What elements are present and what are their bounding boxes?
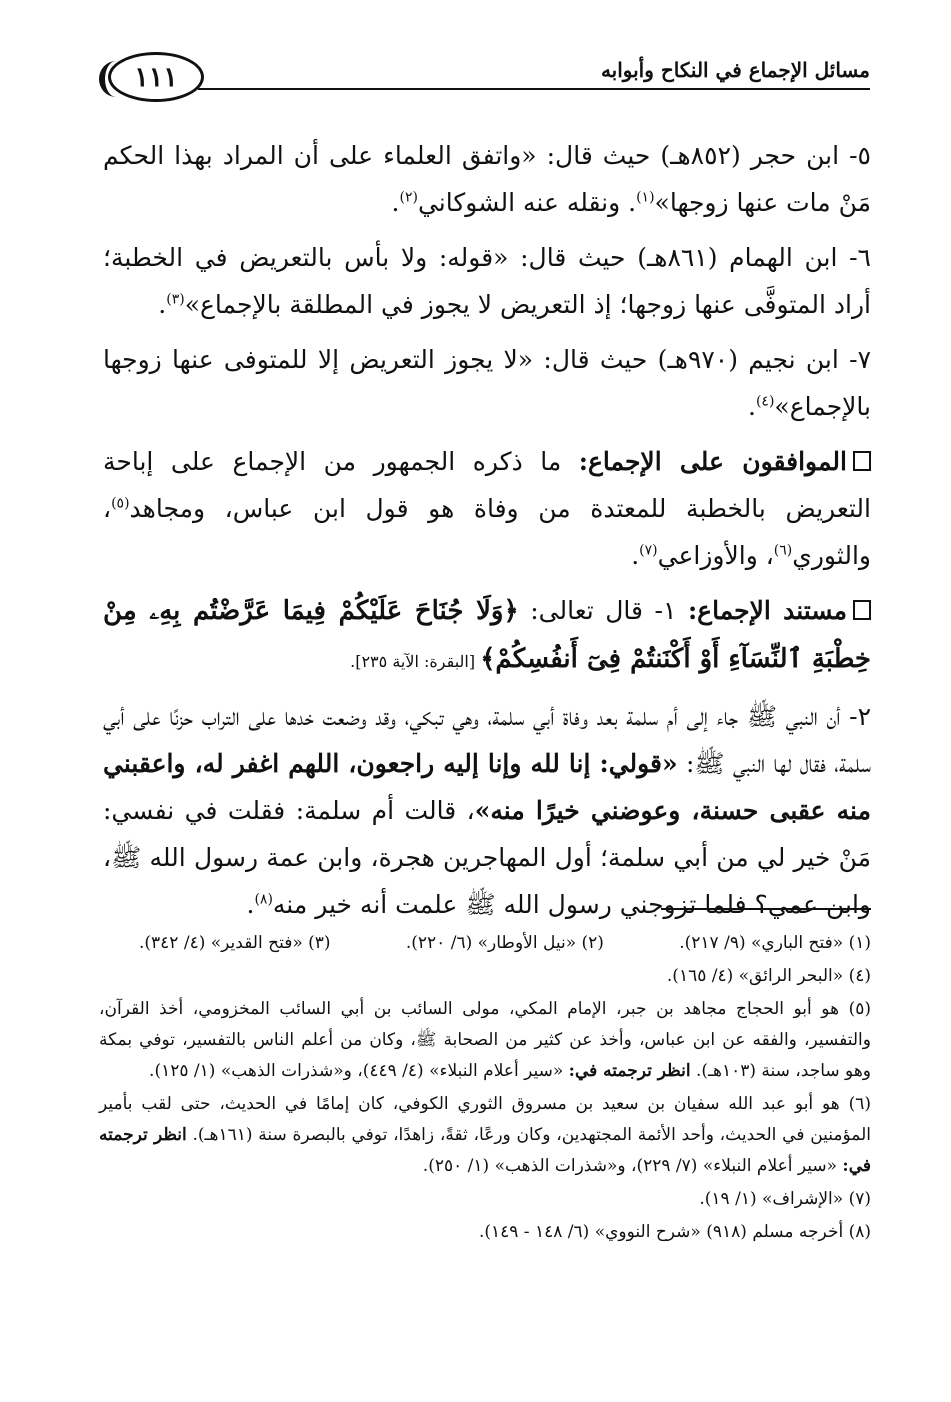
footnote-separator xyxy=(661,908,871,910)
footnote-8: (٨) أخرجه مسلم (٩١٨) «شرح النووي» (٦/ ١٤٨ - ١٤٩). xyxy=(478,1222,871,1242)
text: (٥) هو أبو الحجاج مجاهد بن جبر، الإمام المكي، مولى السائب بن أبي السائب المخزومي، أخذ القرآن، والتفسير، والفقه عن ابن عباس، وأخذ عن كثير من الصحابة ﷺ، وكان من أعلم الناس بالتفسير، توفي بمكة وهو ساجد، سنة (١٠٣هـ). xyxy=(99,999,871,1081)
text: ما ذكره الجمهور من الإجماع على إباحة التعريض بالخطبة للمعتدة من وفاة هو قول ابن عباس، ومجاهد xyxy=(103,447,871,523)
text: . xyxy=(748,392,756,421)
footnote-ref[interactable]: (٥) xyxy=(111,495,130,512)
quran-verse: ﴿وَلَا جُنَاحَ عَلَيْكُمْ فِيمَا عَرَّضْتُم بِهِۦ مِنْ خِطْبَةِ ٱلنِّسَآءِ أَوْ أَكْنَنتُمْ فِىٓ أَنفُسِكُمْ﴾ xyxy=(103,596,871,674)
text: ، قالت أم سلمة: فقلت في نفسي: مَنْ خير لي من أبي سلمة؛ أول المهاجرين هجرة، وابن عمة رسول الله ﷺ، وابن عمي؟ فلما تزوجني رسول الله ﷺ علمت أنه خير منه xyxy=(103,796,871,919)
verse-reference: [البقرة: الآية ٢٣٥]. xyxy=(350,652,481,671)
footnote-ref[interactable]: (٨) xyxy=(254,891,273,908)
square-bullet-icon xyxy=(853,451,871,471)
see-biography-label: انظر ترجمته في: xyxy=(568,1061,691,1081)
page-number: ١١١ xyxy=(108,52,204,102)
paragraph-7 xyxy=(103,336,871,430)
header-rule xyxy=(198,88,870,90)
running-title: مسائل الإجماع في النكاح وأبوابه xyxy=(600,58,870,82)
footnote-2: (٢) «نيل الأوطار» (٦/ ٢٢٠). xyxy=(405,933,604,953)
footnotes xyxy=(99,928,871,1250)
text: . xyxy=(158,290,167,319)
main-text xyxy=(103,132,871,936)
footnote-ref[interactable]: (١) xyxy=(636,189,655,206)
text: . xyxy=(391,188,400,217)
footnote-ref[interactable]: (٦) xyxy=(773,542,793,559)
text: ٥- ابن حجر (٨٥٢هـ) حيث قال: «واتفق العلماء على أن المراد بهذا الحكم مَنْ مات عنها زوجها» xyxy=(103,141,871,217)
text: (٦) هو أبو عبد الله سفيان بن سعيد بن مسروق الثوري الكوفي، كان إمامًا في الحديث، حتى لقب بأمير المؤمنين في الحديث، وأحد الأئمة المجتهدين، وكان ورعًا، ثقةً، زاهدًا، توفي بالبصرة سنة (١٦١هـ). xyxy=(99,1094,872,1145)
agreement-section xyxy=(103,438,871,579)
footnote-ref[interactable]: (٢) xyxy=(399,189,418,206)
text: ٦- ابن الهمام (٨٦١هـ) حيث قال: «قوله: ولا بأس بالتعريض في الخطبة؛ أراد المتوفَّى عنها زوجها؛ إذ التعريض لا يجوز في المطلقة بالإجماع» xyxy=(103,243,871,319)
basis-section xyxy=(103,587,871,685)
text: ، والثوري xyxy=(103,494,871,570)
text: . ونقله عنه الشوكاني xyxy=(417,188,637,217)
text: «سير أعلام النبلاء» (٧/ ٢٢٩)، و«شذرات الذهب» (١/ ٢٥٠). xyxy=(422,1156,843,1176)
footnote-1: (١) «فتح الباري» (٩/ ٢١٧). xyxy=(679,933,871,953)
square-bullet-icon xyxy=(853,600,871,620)
text: «سير أعلام النبلاء» (٤/ ٤٤٩)، و«شذرات الذهب» (١/ ١٢٥). xyxy=(149,1061,569,1081)
footnote-ref[interactable]: (٧) xyxy=(639,542,658,559)
page-header xyxy=(98,52,870,112)
see-biography-label: انظر ترجمته في: xyxy=(99,1125,871,1176)
footnote-row xyxy=(99,928,871,959)
paragraph-hadith xyxy=(103,693,871,928)
section-heading: الموافقون على الإجماع: xyxy=(578,447,847,476)
footnote-ref[interactable]: (٤) xyxy=(755,393,775,410)
text: ٧- ابن نجيم (٩٧٠هـ) حيث قال: «لا يجوز التعريض إلا للمتوفى عنها زوجها بالإجماع» xyxy=(103,345,871,421)
text: ، والأوزاعي xyxy=(657,541,774,570)
footnote-ref[interactable]: (٣) xyxy=(166,291,185,308)
section-heading: مستند الإجماع: xyxy=(687,596,848,625)
footnote-4: (٤) «البحر الرائق» (٤/ ١٦٥). xyxy=(666,966,871,986)
hadith-quote: «قولي: إنا لله وإنا إليه راجعون، اللهم اغفر له، واعقبني منه عقبى حسنة، وعوضني خيرًا منه» xyxy=(103,749,871,825)
paragraph-5 xyxy=(103,132,871,226)
footnote-3: (٣) «فتح القدير» (٤/ ٣٤٢). xyxy=(139,933,331,953)
footnote-5 xyxy=(99,994,871,1087)
paragraph-6 xyxy=(103,234,871,328)
text: . xyxy=(631,541,640,570)
footnote-7: (٧) «الإشراف» (١/ ١٩). xyxy=(699,1189,871,1209)
footnote-6 xyxy=(99,1089,871,1182)
text: ١- قال تعالى: xyxy=(518,596,688,625)
text: ٢- أن النبي ﷺ جاء إلى أم سلمة بعد وفاة أبي سلمة، وهي تبكي، وقد وضعت خدها على التراب حزنًا على أبي سلمة، فقال لها النبي ﷺ: xyxy=(103,702,871,778)
text: . xyxy=(246,890,255,919)
